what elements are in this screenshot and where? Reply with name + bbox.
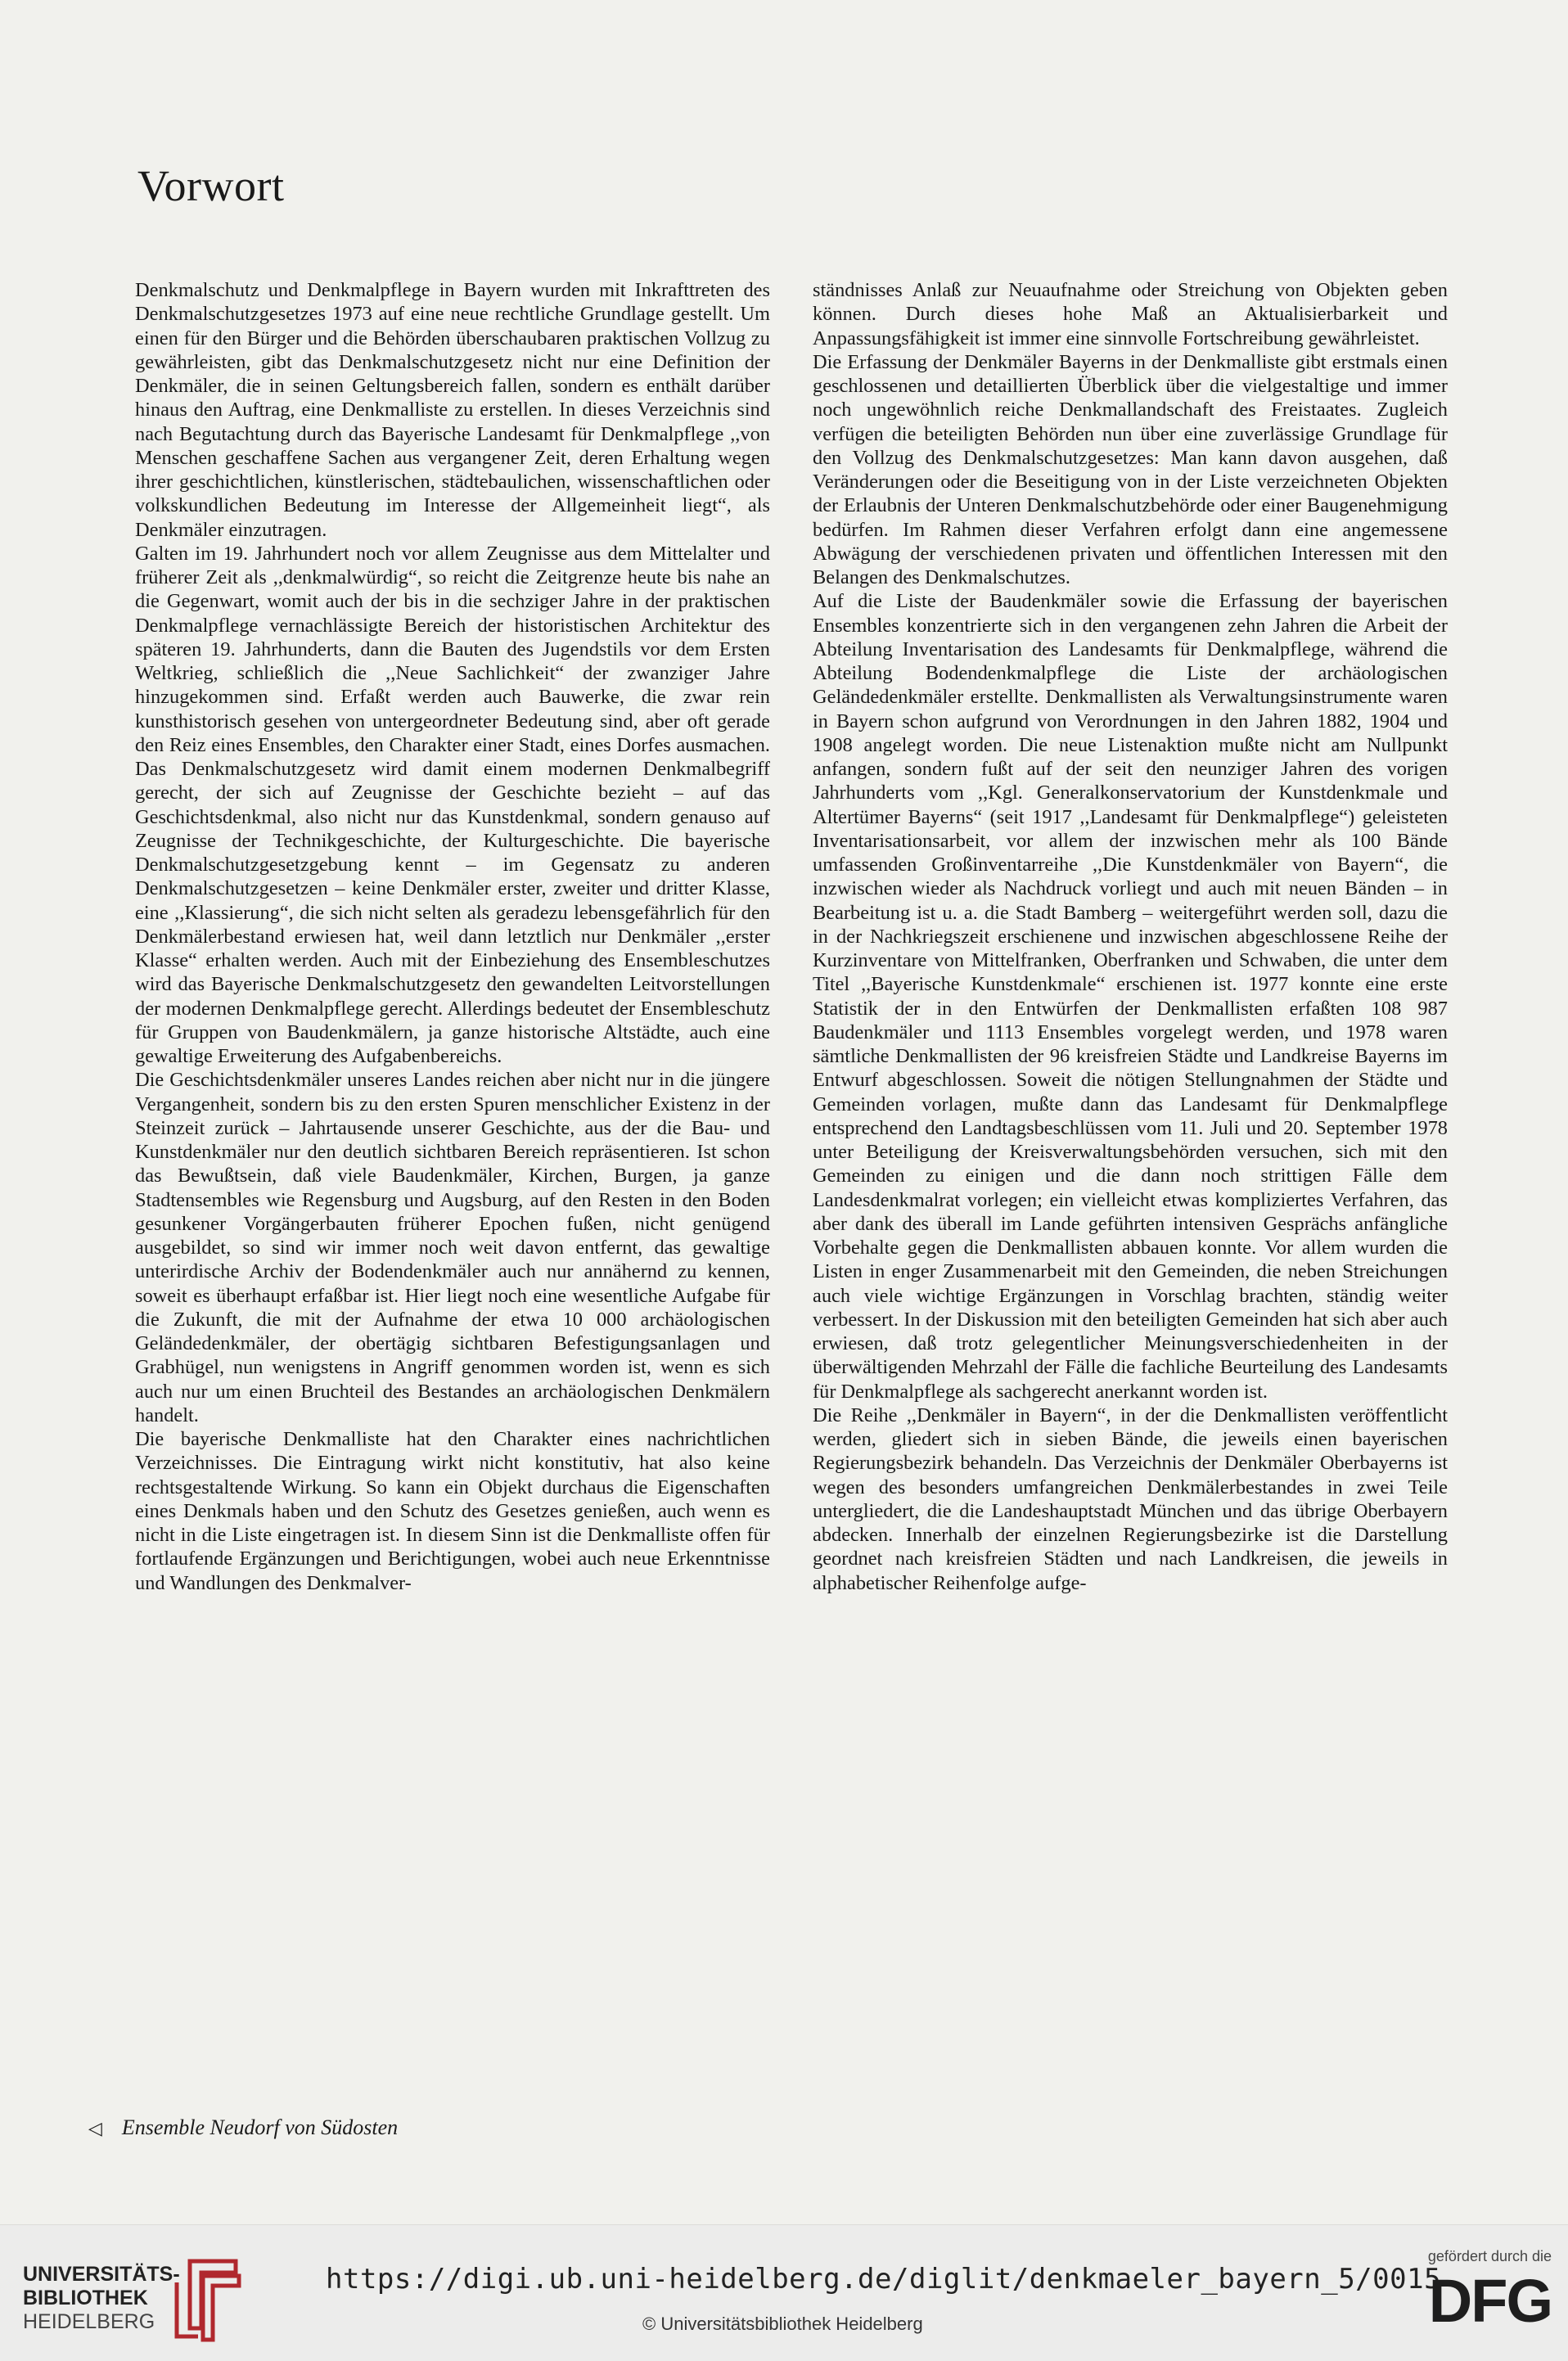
- right-text-column: [813, 278, 1448, 1595]
- paragraph: ständnisses Anlaß zur Neuaufnahme oder Streichung von Objekten geben können. Durch dieses hohe Maß an Aktualisierbarkeit und Anpassungsfähigkeit ist immer eine sinnvolle Fortschreibung gewährleistet.: [813, 279, 1448, 349]
- paragraph: Die Erfassung der Denkmäler Bayerns in der Denkmalliste gibt erstmals einen geschlossenen und detaillierten Überblick über die vielgestaltige und immer noch ungewöhnlich reiche Denkmallandschaft des Freistaates. Zugleich verfügen die beteiligten Behörden nun über eine zuverlässige Grundlage für den Vollzug des Denkmalschutzgesetzes: Man kann davon ausgehen, daß Veränderungen oder die Beseitigung von in der Liste verzeichneten Objekten der Erlaubnis der Unteren Denkmalschutzbehörde oder einer Baugenehmigung bedürfen. Im Rahmen dieser Verfahren erfolgt dann eine angemessene Abwägung der verschiedenen privaten und öffentlichen Interessen mit den Belangen des Denkmalschutzes.: [813, 350, 1448, 588]
- left-text-column: [135, 278, 770, 1595]
- paragraph: Galten im 19. Jahrhundert noch vor allem Zeugnisse aus dem Mittelalter und früherer Zeit als ,,denkmalwürdig“, so reicht die Zeitgrenze heute bis nahe an die Gegenwart, womit auch der bis in die sechziger Jahre in der praktischen Denkmalpflege vernachlässigte Bereich der historistischen Architektur des späteren 19. Jahrhunderts, dann die Bauten des Jugendstils vor dem Ersten Weltkrieg, schließlich die ,,Neue Sachlichkeit“ der zwanziger Jahre hinzugekommen sind. Erfaßt werden auch Bauwerke, die zwar rein kunsthistorisch gesehen von untergeordneter Bedeutung sind, aber oft gerade den Reiz eines Ensembles, den Charakter einer Stadt, eines Dorfes ausmachen. Das Denkmalschutzgesetz wird damit einem modernen Denkmalbegriff gerecht, der sich auf Zeugnisse der Geschichte bezieht – auf das Geschichtsdenkmal, also nicht nur das Kunstdenkmal, sondern genauso auf Zeugnisse der Technikgeschichte, der Kulturgeschichte. Die bayerische Denkmalschutzgesetzgebung kennt – im Gegensatz zu anderen Denkmalschutzgesetzen – keine Denkmäler erster, zweiter und dritter Klasse, eine ,,Klassierung“, die sich nicht selten als geradezu lebensgefährlich für den Denkmälerbestand erwiesen hat, weil dann letztlich nur Denkmäler ,,erster Klasse“ erhalten werden. Auch mit der Einbeziehung des Ensembleschutzes wird das Bayerische Denkmalschutzgesetz den gewandelten Leitvorstellungen der modernen Denkmalpflege gerecht. Allerdings bedeutet der Ensembleschutz für Gruppen von Baudenkmälern, ja ganze historische Altstädte, auch eine gewaltige Erweiterung des Aufgabenbereichs.: [135, 542, 770, 1067]
- caption-text: Ensemble Neudorf von Südosten: [121, 2115, 399, 2139]
- left-triangle-icon: ◁: [88, 2118, 102, 2138]
- paragraph: Denkmalschutz und Denkmalpflege in Bayern wurden mit Inkrafttreten des Denkmalschutzgesetzes 1973 auf eine neue rechtliche Grundlage gestellt. Um einen für den Bürger und die Behörden überschaubaren praktischen Vollzug zu gewährleisten, gibt das Denkmalschutzgesetz nicht nur eine Definition der Denkmäler, die in seinen Geltungsbereich fallen, sondern es enthält darüber hinaus den Auftrag, eine Denkmalliste zu erstellen. In dieses Verzeichnis sind nach Begutachtung durch das Bayerische Landesamt für Denkmalpflege ,,von Menschen geschaffene Sachen aus vergangener Zeit, deren Erhaltung wegen ihrer geschichtlichen, künstlerischen, städtebaulichen, wissenschaftlichen oder volkskundlichen Bedeutung im Interesse der Allgemeinheit liegt“, als Denkmäler einzutragen.: [135, 279, 770, 541]
- page-heading: Vorwort: [137, 161, 285, 210]
- library-logo[interactable]: [23, 2263, 268, 2353]
- figure-caption: [88, 2115, 398, 2140]
- paragraph: Auf die Liste der Baudenkmäler sowie die Erfassung der bayerischen Ensembles konzentrierte sich in den vergangenen zehn Jahren die Arbeit der Abteilung Inventarisation des Landesamts für Denkmalpflege, während die Abteilung Bodendenkmalpflege die Liste der archäologischen Geländedenkmäler erstellte. Denkmallisten als Verwaltungsinstrumente waren in Bayern schon aufgrund von Verordnungen in den Jahren 1882, 1904 und 1908 angelegt worden. Die neue Listenaktion mußte nicht am Nullpunkt anfangen, sondern fußt auf der seit den neunziger Jahren des vorigen Jahrhunderts vom ,,Kgl. Generalkonservatorium der Kunstdenkmale und Altertümer Bayerns“ (seit 1917 ,,Landesamt für Denkmalpflege“) geleisteten Inventarisationsarbeit, vor allem der inzwischen mehr als 100 Bände umfassenden Großinventarreihe ,,Die Kunstdenkmäler von Bayern“, die inzwischen wieder als Nachdruck vorliegt und auch mit neuen Bänden – in Bearbeitung ist u. a. die Stadt Bamberg – weitergeführt werden soll, dazu die in der Nachkriegszeit erschienene und inzwischen abgeschlossene Reihe der Kurzinventare von Mittelfranken, Oberfranken und Schwaben, die unter dem Titel ,,Bayerische Kunstdenkmale“ erschienen ist. 1977 konnte eine erste Statistik der in den Entwürfen der Denkmallisten erfaßten 108 987 Baudenkmäler und 1113 Ensembles vorgelegt werden, und 1978 waren sämtliche Denkmallisten der 96 kreisfreien Städte und Landkreise Bayerns im Entwurf abgeschlossen. Soweit die nötigen Stellungnahmen der Städte und Gemeinden vorlagen, mußte dann das Landesamt für Denkmalpflege entsprechend den Landtagsbeschlüssen vom 11. Juli und 20. September 1978 unter Beteiligung der Kreisverwaltungsbehörden versuchen, sich mit den Gemeinden zu einigen und die dann noch strittigen Fälle dem Landesdenkmalrat vorlegen; ein vielleicht etwas kompliziertes Verfahren, das aber dank des überall im Lande geführten intensiven Gesprächs anfängliche Vorbehalte gegen die Denkmallisten abbauen konnte. Vor allem wurden die Listen in enger Zusammenarbeit mit den Gemeinden, die neben Streichungen auch viele wichtige Ergänzungen in Vorschlag brachten, ständig weiter verbessert. In der Diskussion mit den beteiligten Gemeinden hat sich aber auch erwiesen, daß trotz gelegentlicher Meinungsverschiedenheiten in der überwältigenden Mehrzahl der Fälle die fachliche Beurteilung des Landesamts für Denkmalpflege als sachgerecht anerkannt worden ist.: [813, 590, 1448, 1403]
- library-name: UNIVERSITÄTS- BIBLIOTHEK HEIDELBERG: [23, 2263, 180, 2333]
- dfg-logo: DFG: [1428, 2267, 1552, 2335]
- paragraph: Die bayerische Denkmalliste hat den Charakter eines nachrichtlichen Verzeichnisses. Die Eintragung wirkt nicht konstitutiv, hat also keine rechtsgestaltende Wirkung. So kann ein Objekt durchaus die Eigenschaften eines Denkmals haben und den Schutz des Gesetzes genießen, auch wenn es nicht in die Liste eingetragen ist. In diesem Sinn ist die Denkmalliste offen für fortlaufende Ergänzungen und Berichtigungen, wobei auch neue Erkenntnisse und Wandlungen des Denkmalver-: [135, 1428, 770, 1594]
- copyright-notice: © Universitätsbibliothek Heidelberg: [642, 2314, 923, 2334]
- dfg-funding[interactable]: [1396, 2248, 1552, 2334]
- permalink-url[interactable]: https://digi.ub.uni-heidelberg.de/diglit/denkmaeler_bayern_5/0015: [326, 2263, 1442, 2296]
- viewer-footer: [0, 2224, 1568, 2361]
- paragraph: Die Geschichtsdenkmäler unseres Landes reichen aber nicht nur in die jüngere Vergangenheit, sondern bis zu den ersten Spuren menschlicher Existenz in der Steinzeit zurück – Jahrtausende unserer Geschichte, aus der die Bau- und Kunstdenkmäler nur den deutlich sichtbaren Bereich repräsentieren. Ist schon das Bewußtsein, daß viele Baudenkmäler, Kirchen, Burgen, ja ganze Stadtensembles wie Regensburg und Augsburg, auf den Resten in den Boden gesunkener Vorgängerbauten früherer Epochen fußen, nicht genügend ausgebildet, so sind wir immer noch weit davon entfernt, das gewaltige unterirdische Archiv der Bodendenkmäler auch nur annähernd zu kennen, soweit es überhaupt erfaßbar ist. Hier liegt noch eine wesentliche Aufgabe für die Zukunft, die mit der Aufnahme der etwa 10 000 archäologischen Geländedenkmäler, der obertägig sichtbaren Befestigungsanlagen und Grabhügel, nun wenigstens in Angriff genommen worden ist, wenn es sich auch nur um einen Bruchteil des Bestandes an archäologischen Denkmälern handelt.: [135, 1069, 770, 1426]
- funding-label: gefördert durch die: [1427, 2248, 1552, 2264]
- paragraph: Die Reihe ,,Denkmäler in Bayern“, in der die Denkmallisten veröffentlicht werden, gliedert sich in sieben Bände, die jeweils einen bayerischen Regierungsbezirk behandeln. Das Verzeichnis der Denkmäler Oberbayerns ist wegen des besonders umfangreichen Denkmälerbestandes in zwei Teile untergliedert, die die Landeshauptstadt München und das übrige Oberbayern abdecken. Innerhalb der einzelnen Regierungsbezirke ist die Darstellung geordnet nach kreisfreien Städten und nach Landkreisen, die jeweils in alphabetischer Reihenfolge aufge-: [813, 1404, 1448, 1594]
- library-emblem-icon: [165, 2258, 244, 2343]
